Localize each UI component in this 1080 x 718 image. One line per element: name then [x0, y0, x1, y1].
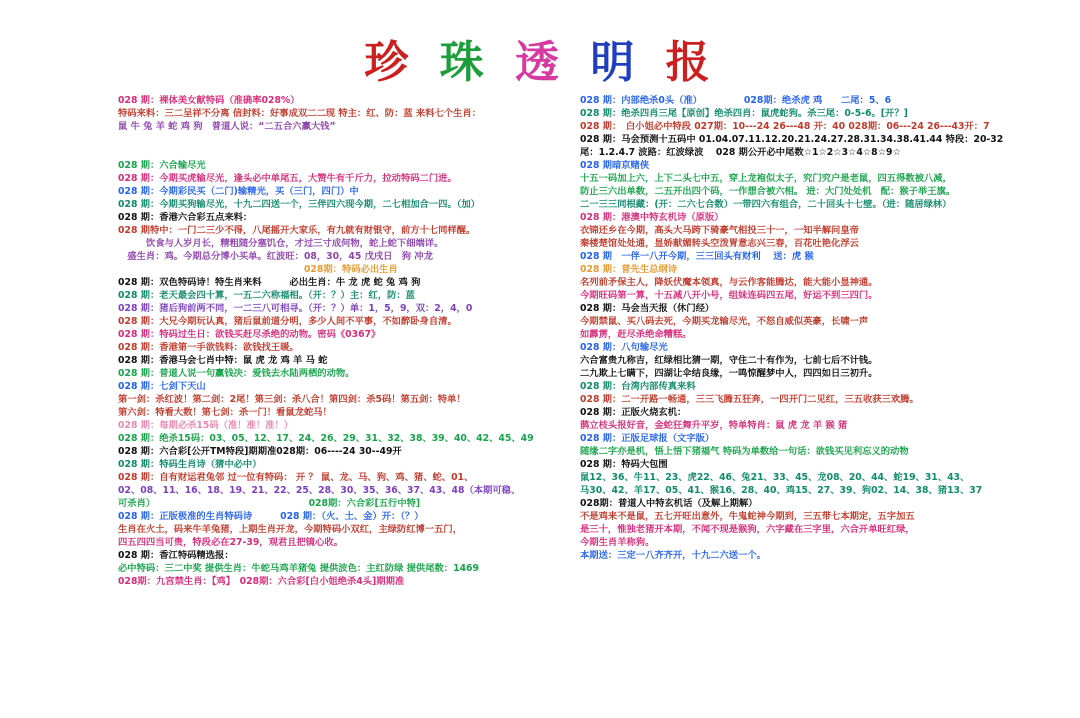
- text-line: 今期旺码第一算，十五减八开小号，组妹连码四五尾，好运不到三四门。: [580, 290, 878, 301]
- text-line: 028 期：台湾内部传真来料: [580, 381, 696, 392]
- text-line: 第一剑：杀红波！第二剑：2尾！第三剑：杀八合！第四剑：杀5码！第五剑：特单！: [118, 394, 466, 405]
- text-line: 028 期：六合输尽光: [118, 160, 206, 171]
- text-line: 028 期：马会预测十五码中 01.04.07.11.12.20.21.24.27.28.31.34.38.41.44 特段：20-32: [580, 134, 1004, 145]
- text-line: 028 期：二一开路一畅通，三三飞腾五狂奔，一四开门二见红，三五收获三欢腾。: [580, 394, 919, 405]
- text-line: 028 期：港澳中特玄机诗（原版）: [580, 212, 724, 223]
- text-line: 二一三三同根藏：(开：二六七合数）一带四六有组合，二十回头十七壁。（进：随居绿林）: [580, 199, 952, 210]
- text-line: 028 期：绝杀15码：03、05、12、17、24、26、29、31、32、38、39、40、42、45、49: [118, 433, 534, 444]
- text-line: 028 期：八句输尽光: [580, 342, 668, 353]
- text-line: 二九欺上七瞒下，四湖让伞结良缘，一鸣惊醒梦中人，四四如日三初升。: [580, 368, 878, 379]
- text-line: 028 期：香港马会七肖中特：鼠 虎 龙 鸡 羊 马 蛇: [118, 355, 328, 366]
- text-line: 028 期：普先生总纲诗: [580, 264, 678, 275]
- text-line: 秦楼楚馆处处通，显娇献媚转头空泼胃意志兴三春，百花吐艳化浮云: [580, 238, 859, 249]
- text-line: 必中特码：三二中奖 提供生肖：牛蛇马鸡羊猪兔 提供波色：主红防绿 提供尾数：1469: [118, 563, 479, 574]
- title-char: 明: [590, 37, 641, 88]
- text-line: 028 期暗京赌侠: [580, 160, 650, 171]
- text-line: 028 期：绝杀四肖三尾【原创】绝杀四肖：鼠虎蛇狗。杀三尾：0-5-6。[开？]: [580, 108, 908, 119]
- text-line: 尾：1.2.4.7 波路：红波绿波 028 期公开必中尾数☆1☆2☆3☆4☆8☆9☆: [580, 147, 901, 158]
- text-line: 028 期：双色特码诗！特生肖来料 必出生肖：牛 龙 虎 蛇 兔 鸡 狗: [118, 277, 421, 288]
- text-line: 六合富贵九称吉，红绿相比猜一期，守住二十有作为，七前七后不计钱。: [580, 355, 878, 366]
- text-line: 028 期：老天最会四十算，一五二六称福相。（开：？）主：红，防：蓝: [118, 290, 415, 301]
- text-line: 马30、42、羊17、05、41、猴16、28、40、鸡15、27、39、狗02、14、38、猪13、37: [580, 485, 983, 496]
- page-title: [0, 26, 1080, 90]
- text-line: 02、08、11、16、18、19、21、22、25、28、30、35、36、37、43、48（本期可稳、: [118, 485, 521, 496]
- text-line: 028 期：今期买虎输尽光，逢头必中单尾五，大赞牛有千斤力，拉动特码二门进。: [118, 173, 457, 184]
- text-line: 第六剑：特看大数！第七剑：杀一门！看鼠龙蛇马！: [118, 407, 332, 418]
- text-line: 本期送：三定一八齐齐开，十九二六送一个。: [580, 550, 766, 561]
- title-char: 珠: [439, 37, 490, 88]
- text-line: 028 期：内部绝杀0头（准） 028期：绝杀虎 鸡 二尾：5、6: [580, 95, 892, 106]
- text-line: 是三十，惟独老猪开本期，不闻不现是猴狗，六字藏在三字里，六合开单旺红绿，: [580, 524, 915, 535]
- text-line: 随缘二字亦是机，悟上悟下猪福气 特码为单数给一句话：欲钱买见利忘义的动物: [580, 446, 909, 457]
- text-line: 028 期：裸体美女献特码（准确率028%）: [118, 95, 300, 106]
- title-char: 报: [665, 37, 716, 88]
- text-line: 028 期：香港六合彩五点来料：: [118, 212, 253, 223]
- text-line: 028 期：每期必杀15码（准！准！准！）: [118, 420, 294, 431]
- text-line: 028 期：普道人说一句赢钱决：爱钱去水陆两栖的动物。: [118, 368, 355, 379]
- text-line: 028 期：正版火烧玄机：: [580, 407, 687, 418]
- text-line: 028 期：七剑下天山: [118, 381, 206, 392]
- text-line: 028 期： 白小姐必中特段 027期：10---24 26---48 开：40 028期：06---24 26---43开：7: [580, 121, 990, 132]
- text-line: 鹊立枝头报好音，金蛇狂舞升平岁，特单特肖：鼠 虎 龙 羊 猴 猪: [580, 420, 848, 431]
- text-line: 028 期：自有财运君兔邻 过一位有特码： 开 ？ 鼠、龙、马、狗、鸡、猪、蛇、01、: [118, 472, 474, 483]
- text-line: 028期：特码必出生肖: [118, 264, 398, 275]
- text-line: 可杀肖） 028期：六合彩[五行中特]: [118, 498, 421, 509]
- right-column: [580, 94, 1050, 562]
- text-line: [118, 146, 550, 159]
- text-line: 028 期：特码大包围: [580, 459, 668, 470]
- title-char: 珍: [364, 37, 415, 88]
- text-line: 028 期：今期买狗输尽光，十九二四送一个，三伴四六现今期，二七相加合一四。（加）: [118, 199, 480, 210]
- text-line: 028 期：特码过生日：欲钱买赶尽杀绝的动物。密码《0367》: [118, 329, 381, 340]
- text-line: 028 期 一伴一八开今期，三三回头有财利 送：虎 猴: [580, 251, 814, 262]
- text-line: 028 期：正版足球报（文字版）: [580, 433, 715, 444]
- text-line: 028 期特中：一门二三少不得，八尾摇开大家乐，有九就有财银守，前方十七同样醒。: [118, 225, 476, 236]
- text-line: 如霹雳，赶尽杀绝命糟糕。: [580, 329, 692, 340]
- text-line: 生肖在火土，码来牛羊兔猪，上期生肖开龙，今期特码小双红，主绿防红博一五门，: [118, 524, 462, 535]
- text-line: 028 期：香江特码精选报：: [118, 550, 234, 561]
- text-line: 名列前矛保主人，降妖伏魔本领真，与云作客能腾达，能大能小显神通。: [580, 277, 878, 288]
- text-line: 028 期：今期彩民买（二门)输精光，买（三门，四门）中: [118, 186, 359, 197]
- text-line: 028 期：正版极准的生肖特码诗 028 期：（火、土、金）开：（？）: [118, 511, 424, 522]
- left-column: [118, 94, 550, 588]
- text-line: 盛生肖：鸡。今期总分博小买单。红波旺：08，30，45 戊戌日 狗 冲龙: [118, 251, 433, 262]
- text-line: 四五四四当可贵，特段必在27-39，观君且把镜心收。: [118, 537, 343, 548]
- text-line: 鼠 牛 兔 羊 蛇 鸡 狗 普道人说：“二五合六赢大钱”: [118, 121, 336, 132]
- text-line: 028期：普道人中特玄机话（及解上期解）: [580, 498, 758, 509]
- title-char: 透: [515, 37, 565, 88]
- text-line: 028 期：大兄今期玩认真，猪后鼠前道分明，多少人间不平事，不如醉卧身自清。: [118, 316, 457, 327]
- text-line: 028期：九宫禁生肖：【鸡】 028期：六合彩[白小姐绝杀4头]期期准: [118, 576, 405, 587]
- text-line: 028 期：马会当天报（休门经）: [580, 303, 715, 314]
- text-line: 饮食与人岁月长，精粗随分塞饥仓，才过三寸成何物，蛇上蛇下细端详。: [118, 238, 444, 249]
- text-line: 十五一码加上六，上下二头七中五，穿上龙袍似太子，究门究户是老鼠，四五得数被八减，: [580, 173, 952, 184]
- text-line: [118, 133, 550, 146]
- text-line: 衣锦还乡在今期，高头大马跨下骑豪气相投三十一，一知半解问皇帝: [580, 225, 859, 236]
- text-line: 028 期：六合彩[公开TM特段]期期准028期：06----24 30--49开: [118, 446, 402, 457]
- text-line: 028 期：香港第一手欲钱料：欲钱找王暖。: [118, 342, 299, 353]
- text-line: 028 期：特码生肖诗（猜中必中）: [118, 459, 262, 470]
- text-line: 今期禁鼠、买八码去死，今期买龙输尽光，不怒自威似英豪，长啸一声: [580, 316, 869, 327]
- text-line: 鼠12、36、牛11、23、虎22、46、兔21、33、45、龙08、20、44、蛇19、31、43、: [580, 472, 970, 483]
- text-line: 028 期：猪后狗前两不同，一二三八可相寻。（开：？）单：1，5，9，双：2，4，0: [118, 303, 473, 314]
- text-line: 特码来料：三二呈祥不分离 信封料：好事成双二二现 特主：红、防：蓝 来料七个生肖：: [118, 108, 481, 119]
- text-line: 防止三六出单数，二五开出四个码，一作想合被六相。 进：大门处处机 配：猴子举王旗。: [580, 186, 956, 197]
- text-line: 今期生肖羊称狗。: [580, 537, 655, 548]
- text-line: 不是鸡来不是鼠，五七开旺出意外，牛鬼蛇神今期到，三五带七本期定，五字加五: [580, 511, 915, 522]
